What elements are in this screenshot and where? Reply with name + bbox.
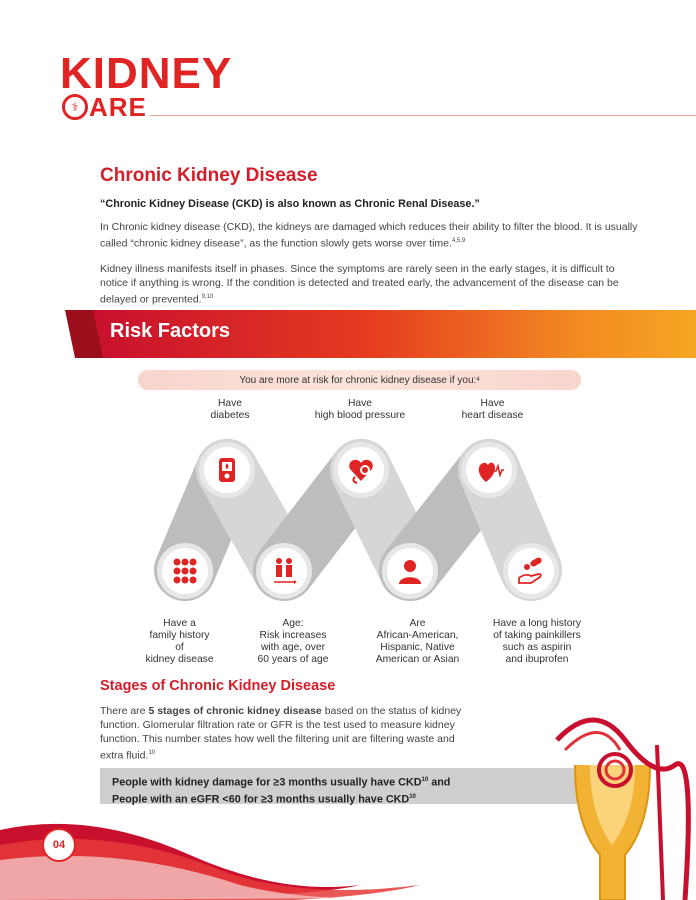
- callout-line1: People with kidney damage for ≥3 months usually have CKD: [112, 776, 422, 789]
- stages-text-pre: There are: [100, 705, 149, 717]
- page-title: Chronic Kidney Disease: [100, 165, 318, 186]
- risk-label-age: Age: Risk increases with age, over 60 years of age: [257, 618, 329, 665]
- risk-label-diabetes: Have diabetes: [210, 398, 250, 421]
- elderly-couple-icon: [261, 548, 307, 594]
- stages-text-bold: 5 stages of chronic kidney disease: [148, 705, 322, 717]
- page-number: 04: [42, 828, 76, 862]
- stages-paragraph: [100, 704, 470, 763]
- stages-ref: 10: [148, 750, 156, 756]
- para1-text: In Chronic kidney disease (CKD), the kidneys are damaged which reduces their ability to filter the blood. It is usually called “chronic kidney disease”, as the function slowly gets worse over time.: [100, 221, 638, 250]
- blood-glucose-meter-icon: [204, 447, 250, 493]
- callout-line1-end: and: [428, 776, 451, 789]
- logo-care: [62, 93, 147, 121]
- callout-line2-ref: 10: [409, 793, 416, 800]
- stages-title: Stages of Chronic Kidney Disease: [100, 678, 336, 694]
- callout-line1-ref: 10: [421, 777, 429, 783]
- callout-line2: People with an eGFR <60 for ≥3 months usually have CKD: [112, 793, 410, 806]
- ckd-definition-paragraph: [100, 220, 640, 251]
- risk-factors-title: Risk Factors: [110, 320, 231, 342]
- kidney-illness-paragraph: [100, 262, 640, 307]
- family-group-icon: [162, 548, 208, 594]
- logo-kidney-text: KIDNEY: [60, 49, 233, 98]
- heart-pulse-icon: [466, 447, 512, 493]
- stages-text-post: based on the status of kidney function. Glomerular filtration rate or GFR is the test used to measure kidney function. This number states how well the filtering unit are filtering waste and extra fluid.: [100, 705, 462, 762]
- logo-care-text: ARE: [89, 92, 147, 122]
- risk-intro-pill: [138, 370, 581, 390]
- para2-ref: 9,10: [201, 294, 214, 300]
- header-divider: [150, 115, 696, 116]
- risk-label-heart-disease: Have heart disease: [461, 398, 524, 421]
- footer-swoosh: [0, 800, 696, 900]
- ckd-alias-statement: “Chronic Kidney Disease (CKD) is also known as Chronic Renal Disease.”: [100, 198, 480, 210]
- risk-label-ethnicity: Are African-American, Hispanic, Native American or Asian: [375, 618, 460, 665]
- risk-label-painkillers: Have a long history of taking painkillers such as aspirin and ibuprofen: [492, 618, 582, 665]
- risk-label-blood-pressure: Have high blood pressure: [314, 398, 406, 421]
- para1-ref: 4,5,9: [451, 238, 466, 244]
- blood-pressure-heart-icon: [338, 447, 384, 493]
- pills-in-hand-icon: [508, 548, 554, 594]
- person-icon: [387, 548, 433, 594]
- para2-text: Kidney illness manifests itself in phases. Since the symptoms are rarely seen in the early stages, it is difficult to notice if anything is wrong. If the condition is detected and treated early, the advancement of the disease can be delayed or prevented.: [100, 263, 619, 306]
- risk-intro-ref: 4: [476, 377, 480, 383]
- risk-label-family-history: Have a family history of kidney disease: [145, 618, 214, 665]
- caduceus-logo-icon: ⚕: [62, 94, 88, 120]
- risk-intro-text: You are more at risk for chronic kidney disease if you:: [239, 374, 477, 386]
